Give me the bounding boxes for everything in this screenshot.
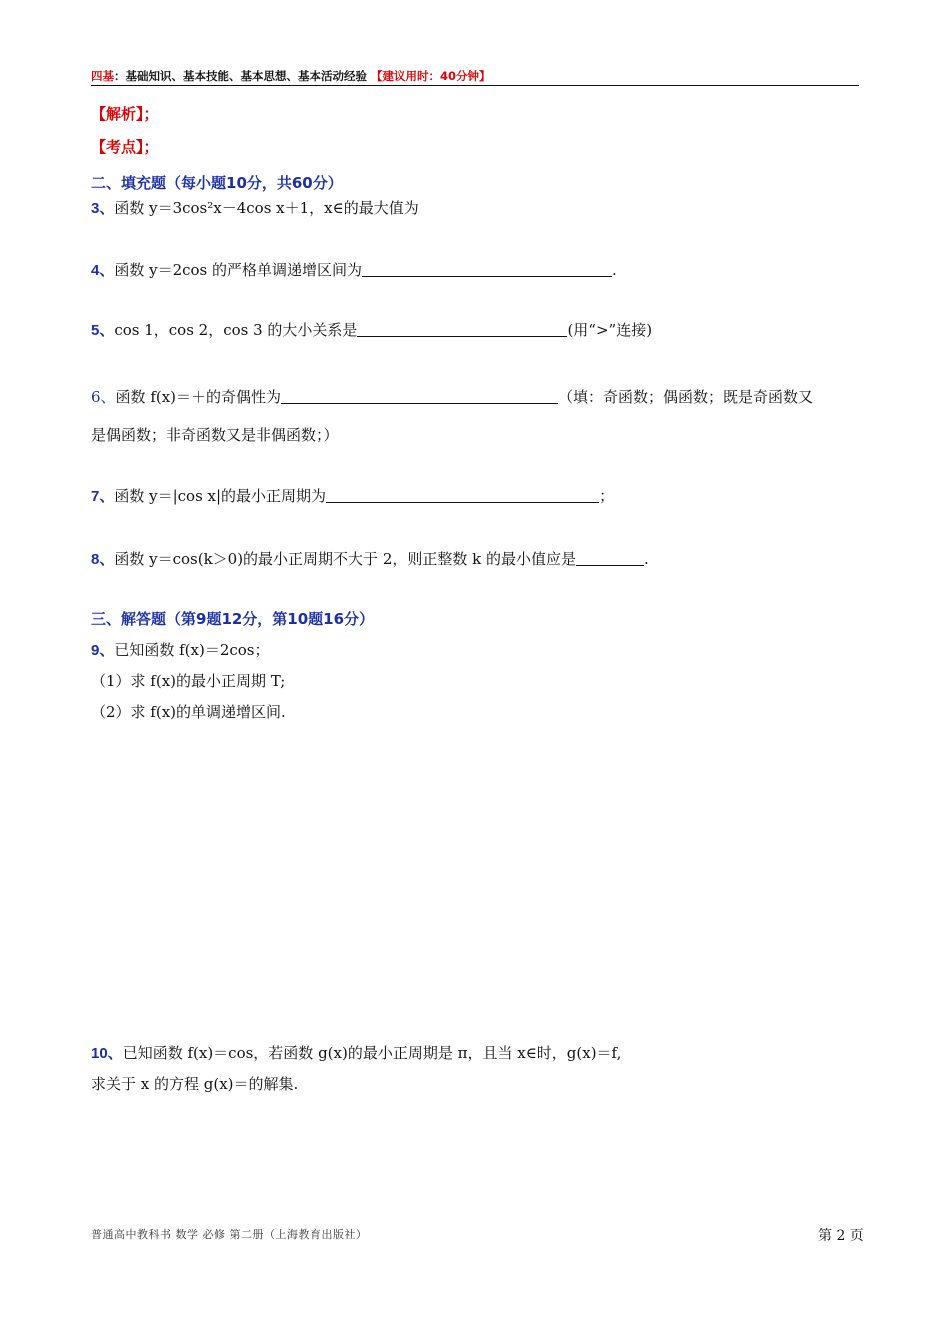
header-text: ：基础知识、基本技能、基本思想、基本活动经验 [114,69,367,83]
header-label: 四基 [91,69,114,83]
q4-answer-blank[interactable] [362,262,612,277]
header-rule [91,85,859,86]
question-10 [91,1042,621,1063]
q8-answer-blank[interactable] [576,551,644,566]
question-4 [91,259,617,280]
q6-number: 6、 [91,388,116,406]
footer-book-title: 普通高中教科书 数学 必修 第二册（上海教育出版社） [91,1228,368,1241]
q4-end: . [612,261,617,279]
q5-answer-blank[interactable] [357,322,567,337]
q9-part-1: （1）求 f(x)的最小正周期 T; [91,672,286,690]
q3-text: 函数 y＝3cos²x－4cos x＋1，x∈的最大值为 [114,199,419,217]
question-9 [91,639,270,660]
q5-end: (用“>”连接) [567,321,653,339]
question-3 [91,197,419,218]
q4-number: 4、 [91,262,115,279]
page-header [91,68,491,84]
section-2-title: 二、填充题（每小题10分，共60分） [91,174,343,192]
question-8 [91,548,649,569]
q8-text: 函数 y＝cos(k＞0)的最小正周期不大于 2，则正整数 k 的最小值应是 [114,550,576,568]
header-time-hint: 【建议用时：40分钟】 [371,69,491,83]
q10-text: 已知函数 f(x)＝cos，若函数 g(x)的最小正周期是 π，且当 x∈时，g(x)＝f, [122,1044,622,1062]
q7-answer-blank[interactable] [326,488,599,503]
q9-part-2: （2）求 f(x)的单调递增区间. [91,703,286,721]
question-6 [91,386,813,407]
q6-end: （填：奇函数；偶函数；既是奇函数又 [558,388,814,406]
q10-line-2: 求关于 x 的方程 g(x)＝的解集. [91,1075,299,1093]
q9-text: 已知函数 f(x)＝2cos； [114,641,270,659]
question-7 [91,485,614,506]
question-5 [91,319,652,340]
analysis-tag: 【解析】； [91,105,159,123]
q7-end: ； [599,487,615,505]
q7-text: 函数 y＝|cos x|的最小正周期为 [114,487,327,505]
points-tag: 【考点】； [91,138,159,156]
q6-answer-blank[interactable] [281,389,558,404]
q8-number: 8、 [91,551,115,568]
q3-number: 3、 [91,200,115,217]
q6-line-2: 是偶函数；非奇函数又是非偶函数；） [91,426,339,444]
q4-text: 函数 y＝2cos 的严格单调递增区间为 [114,261,363,279]
q5-number: 5、 [91,322,115,339]
q8-end: . [644,550,649,568]
q7-number: 7、 [91,488,115,505]
q6-text: 函数 f(x)＝＋的奇偶性为 [115,388,282,406]
page-number: 第 2 页 [818,1228,864,1244]
q5-text: cos 1，cos 2，cos 3 的大小关系是 [114,321,358,339]
section-3-title: 三、解答题（第9题12分，第10题16分） [91,610,375,628]
q9-number: 9、 [91,642,115,659]
q10-number: 10、 [91,1045,123,1062]
